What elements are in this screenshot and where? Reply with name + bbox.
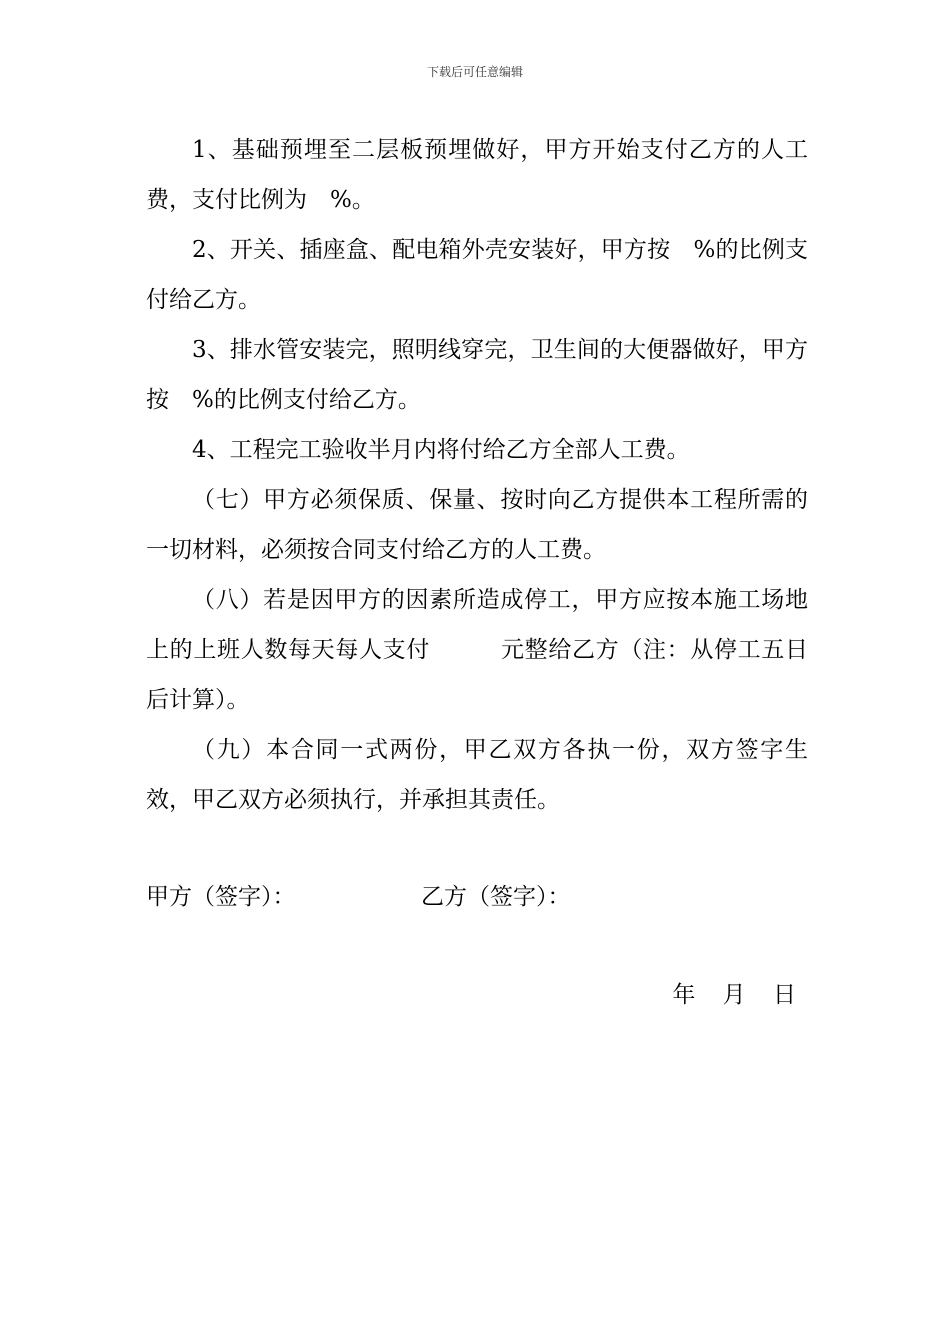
clause-payment-4: 4、工程完工验收半月内将付给乙方全部人工费。 — [192, 437, 690, 463]
clause-nine: （九）本合同一式两份，甲乙双方各执一份，双方签字生效，甲乙双方必须执行，并承担其责任。 — [146, 737, 808, 813]
page-header-note: 下载后可任意编辑 — [426, 65, 523, 79]
clause-payment-3: 3、排水管安装完，照明线穿完，卫生间的大便器做好，甲方按 %的比例支付给乙方。 — [146, 337, 808, 413]
contract-body — [146, 125, 808, 825]
date-line: 年 月 日 — [672, 982, 806, 1008]
clause-payment-2: 2、开关、插座盒、配电箱外壳安装好，甲方按 %的比例支付给乙方。 — [146, 237, 808, 313]
clause-payment-1: 1、基础预埋至二层板预埋做好，甲方开始支付乙方的人工费，支付比例为 %。 — [146, 137, 808, 213]
signature-block — [146, 872, 808, 922]
party-b-signature-label: 乙方（签字）： — [421, 884, 571, 910]
clause-seven: （七）甲方必须保质、保量、按时向乙方提供本工程所需的一切材料，必须按合同支付给乙方的人工费。 — [146, 487, 808, 563]
party-a-signature-label: 甲方（签字）： — [146, 884, 296, 910]
clause-eight: （八）若是因甲方的因素所造成停工，甲方应按本施工场地上的上班人数每天每人支付 元整给乙方（注：从停工五日后计算）。 — [146, 587, 808, 713]
